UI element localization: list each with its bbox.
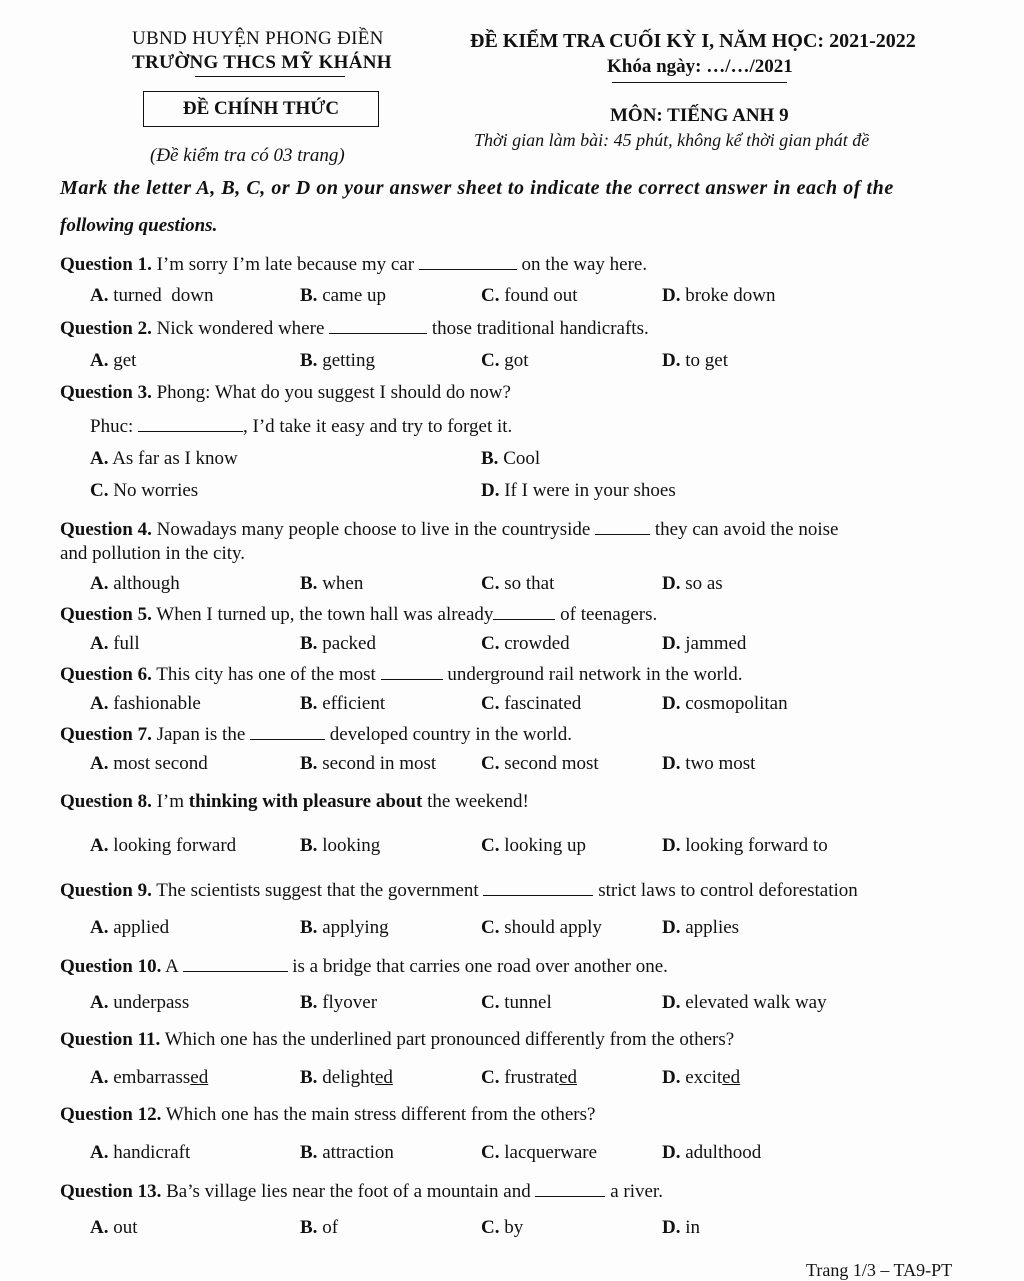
date-underline bbox=[612, 82, 787, 83]
q7-option-c[interactable]: C. second most bbox=[481, 753, 599, 774]
q7-option-b[interactable]: B. second in most bbox=[300, 753, 437, 774]
q6-option-a[interactable]: A. fashionable bbox=[90, 693, 201, 714]
q9-option-c[interactable]: C. should apply bbox=[481, 917, 602, 938]
instruction-line-1: Mark the letter A, B, C, or D on your answer sheet to indicate the correct answer in each of the bbox=[60, 177, 894, 199]
q12-option-c[interactable]: C. lacquerware bbox=[481, 1142, 598, 1163]
q9-option-a[interactable]: A. applied bbox=[90, 917, 170, 938]
q1-option-b[interactable]: B. came up bbox=[300, 285, 387, 306]
q8-option-a[interactable]: A. looking forward bbox=[90, 835, 237, 856]
q10-option-c[interactable]: C. tunnel bbox=[481, 992, 552, 1013]
q8-option-b[interactable]: B. looking bbox=[300, 835, 381, 856]
q3-option-a[interactable]: A. As far as I know bbox=[90, 448, 238, 469]
q6-option-d[interactable]: D. cosmopolitan bbox=[662, 693, 788, 714]
q9-option-d[interactable]: D. applies bbox=[662, 917, 740, 938]
q4-option-a[interactable]: A. although bbox=[90, 573, 180, 594]
q2-option-b[interactable]: B. getting bbox=[300, 350, 375, 371]
q4-option-b[interactable]: B. when bbox=[300, 573, 364, 594]
q7-option-a[interactable]: A. most second bbox=[90, 753, 208, 774]
exam-date: Khóa ngày: …/…/2021 bbox=[607, 56, 793, 77]
q8-option-c[interactable]: C. looking up bbox=[481, 835, 587, 856]
q2-option-a[interactable]: A. get bbox=[90, 350, 137, 371]
q13-option-d[interactable]: D. in bbox=[662, 1217, 701, 1238]
question-6: Question 6. This city has one of the most underground rail network in the world. bbox=[60, 664, 743, 685]
question-11: Question 11. Which one has the underlined part pronounced differently from the others? bbox=[60, 1029, 735, 1050]
official-box: ĐỀ CHÍNH THỨC bbox=[143, 91, 379, 127]
q2-option-c[interactable]: C. got bbox=[481, 350, 529, 371]
q12-option-b[interactable]: B. attraction bbox=[300, 1142, 394, 1163]
question-10: Question 10. A is a bridge that carries one road over another one. bbox=[60, 956, 668, 977]
exam-title: ĐỀ KIỂM TRA CUỐI KỲ I, NĂM HỌC: 2021-2022 bbox=[470, 30, 916, 52]
question-2: Question 2. Nick wondered where those traditional handicrafts. bbox=[60, 318, 649, 339]
q10-option-b[interactable]: B. flyover bbox=[300, 992, 378, 1013]
q4-option-c[interactable]: C. so that bbox=[481, 573, 555, 594]
q8-option-d[interactable]: D. looking forward to bbox=[662, 835, 828, 856]
q9-option-b[interactable]: B. applying bbox=[300, 917, 389, 938]
question-3-dialogue: Phuc: , I’d take it easy and try to forget it. bbox=[90, 416, 513, 437]
question-9: Question 9. The scientists suggest that the government strict laws to control deforestation bbox=[60, 880, 858, 901]
q11-option-b[interactable]: B. delighted bbox=[300, 1067, 393, 1088]
q5-option-a[interactable]: A. full bbox=[90, 633, 140, 654]
page-footer: Trang 1/3 – TA9-PT bbox=[806, 1260, 953, 1280]
q13-option-b[interactable]: B. of bbox=[300, 1217, 339, 1238]
q6-option-b[interactable]: B. efficient bbox=[300, 693, 386, 714]
q1-option-c[interactable]: C. found out bbox=[481, 285, 578, 306]
question-13: Question 13. Ba’s village lies near the foot of a mountain and a river. bbox=[60, 1181, 663, 1202]
q1-option-d[interactable]: D. broke down bbox=[662, 285, 776, 306]
question-4: Question 4. Nowadays many people choose to live in the countryside they can avoid the noise bbox=[60, 519, 839, 540]
q12-option-a[interactable]: A. handicraft bbox=[90, 1142, 191, 1163]
q10-option-d[interactable]: D. elevated walk way bbox=[662, 992, 827, 1013]
question-4-continued: and pollution in the city. bbox=[60, 543, 246, 564]
instruction-line-2: following questions. bbox=[60, 215, 218, 236]
q12-option-d[interactable]: D. adulthood bbox=[662, 1142, 762, 1163]
question-1: Question 1. I’m sorry I’m late because my car on the way here. bbox=[60, 254, 648, 275]
school-name: TRƯỜNG THCS MỸ KHÁNH bbox=[132, 52, 392, 73]
q6-option-c[interactable]: C. fascinated bbox=[481, 693, 582, 714]
question-3: Question 3. Phong: What do you suggest I should do now? bbox=[60, 382, 511, 403]
q3-option-c[interactable]: C. No worries bbox=[90, 480, 199, 501]
q3-option-b[interactable]: B. Cool bbox=[481, 448, 541, 469]
q4-option-d[interactable]: D. so as bbox=[662, 573, 723, 594]
school-underline bbox=[195, 76, 345, 77]
subject: MÔN: TIẾNG ANH 9 bbox=[610, 105, 789, 126]
q7-option-d[interactable]: D. two most bbox=[662, 753, 756, 774]
q11-option-c[interactable]: C. frustrated bbox=[481, 1067, 578, 1088]
q13-option-c[interactable]: C. by bbox=[481, 1217, 524, 1238]
duration: Thời gian làm bài: 45 phút, không kể thời gian phát đề bbox=[474, 130, 870, 150]
q5-option-b[interactable]: B. packed bbox=[300, 633, 376, 654]
question-5: Question 5. When I turned up, the town hall was already of teenagers. bbox=[60, 604, 658, 625]
question-7: Question 7. Japan is the developed country in the world. bbox=[60, 724, 572, 745]
q13-option-a[interactable]: A. out bbox=[90, 1217, 138, 1238]
q5-option-c[interactable]: C. crowded bbox=[481, 633, 570, 654]
pages-note: (Đề kiểm tra có 03 trang) bbox=[150, 145, 345, 166]
q11-option-a[interactable]: A. embarrassed bbox=[90, 1067, 209, 1088]
q11-option-d[interactable]: D. excited bbox=[662, 1067, 741, 1088]
question-8: Question 8. I’m thinking with pleasure about the weekend! bbox=[60, 791, 529, 812]
q5-option-d[interactable]: D. jammed bbox=[662, 633, 747, 654]
q3-option-d[interactable]: D. If I were in your shoes bbox=[481, 480, 676, 501]
district-name: UBND HUYỆN PHONG ĐIỀN bbox=[132, 28, 384, 49]
question-12: Question 12. Which one has the main stress different from the others? bbox=[60, 1104, 596, 1125]
q1-option-a[interactable]: A. turned down bbox=[90, 285, 214, 306]
q10-option-a[interactable]: A. underpass bbox=[90, 992, 190, 1013]
q2-option-d[interactable]: D. to get bbox=[662, 350, 728, 371]
